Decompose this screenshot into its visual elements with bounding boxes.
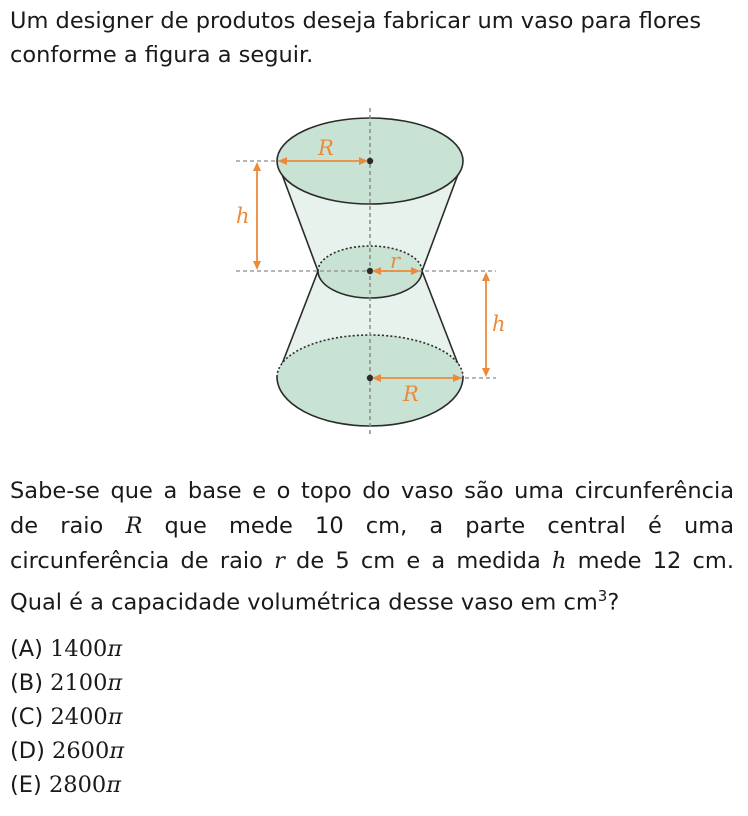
label-h-left: h xyxy=(236,204,250,228)
cubed-exponent: 3 xyxy=(597,587,608,605)
problem-line-2: de raio R que mede 10 cm, a parte central é uma xyxy=(10,513,734,539)
h-left-arrowhead-bottom xyxy=(253,261,261,270)
problem-line-3: circunferência de raio r de 5 cm e a medida h mede 12 cm. xyxy=(10,548,734,574)
var-R: R xyxy=(125,513,143,539)
problem-statement xyxy=(10,474,734,621)
problem-line-4: Qual é a capacidade volumétrica desse vaso em $cm^3$? xyxy=(10,587,620,616)
var-r: r xyxy=(274,548,285,574)
h-right-arrowhead-top xyxy=(482,272,490,281)
option-e[interactable]: (E) 2800π xyxy=(10,772,121,798)
label-h-right: h xyxy=(492,312,506,336)
option-c[interactable]: (C) 2400π xyxy=(10,704,123,730)
problem-line-1: Sabe-se que a base e o topo do vaso são uma circunferência xyxy=(10,478,734,504)
h-left-arrowhead-top xyxy=(253,162,261,171)
option-a[interactable]: (A) 1400π xyxy=(10,636,123,662)
label-R-bottom: R xyxy=(403,382,419,406)
option-d[interactable]: (D) 2600π xyxy=(10,738,125,764)
var-h: h xyxy=(551,548,567,574)
vase-figure xyxy=(230,102,510,442)
answer-options xyxy=(10,632,124,802)
label-r-center: r xyxy=(390,249,401,273)
h-right-arrowhead-bottom xyxy=(482,368,490,377)
option-b[interactable]: (B) 2100π xyxy=(10,670,123,696)
intro-text: Um designer de produtos deseja fabricar um vaso para flores conforme a figura a seguir. xyxy=(10,8,702,68)
label-R-top: R xyxy=(318,136,334,160)
